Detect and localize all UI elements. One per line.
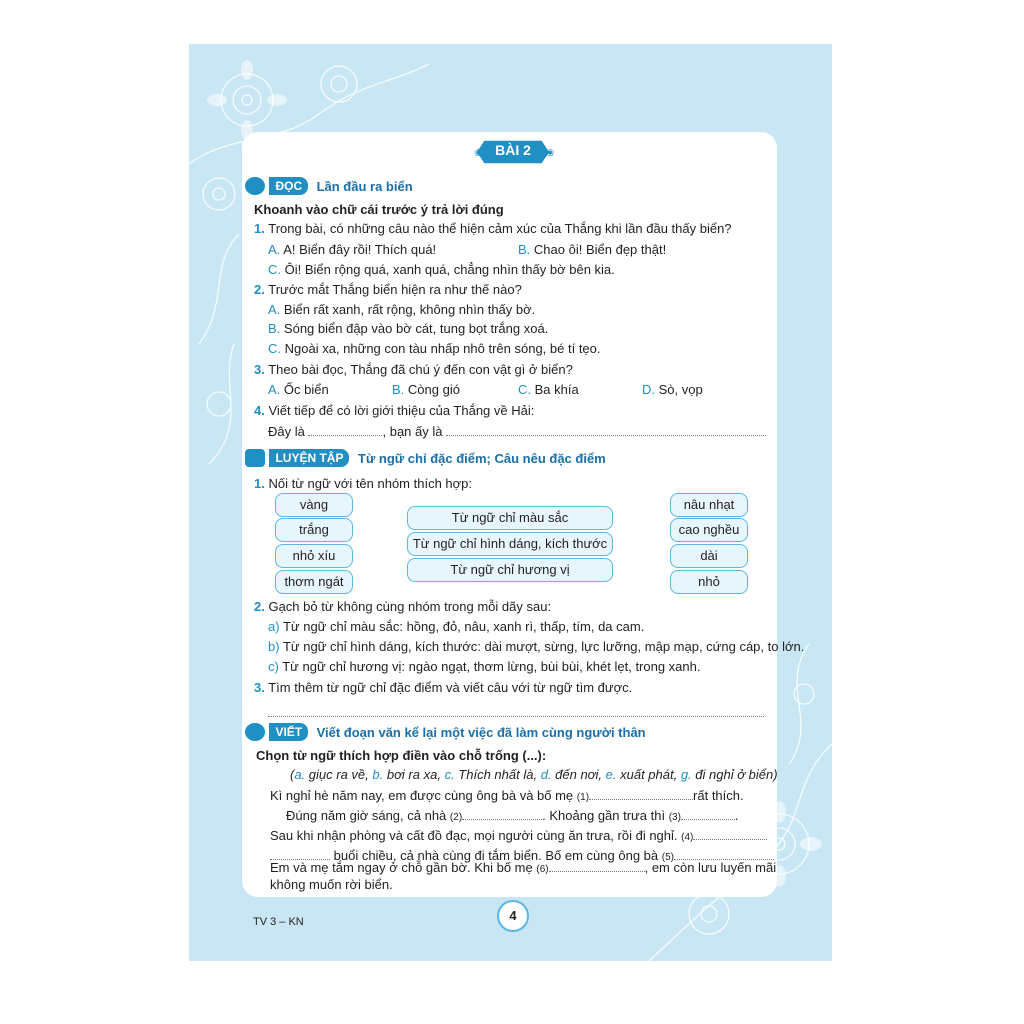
paragraph-line-5: Em và mẹ tắm ngay ở chỗ gần bờ. Khi bố mẹ (6) , em còn lưu luyến mãi (270, 860, 777, 875)
q3-question: 3. Theo bài đọc, Thắng đã chú ý đến con vật gì ở biển? (254, 362, 573, 377)
doc-instruction: Khoanh vào chữ cái trước ý trả lời đúng (254, 202, 504, 217)
right-word-box[interactable]: cao nghều (670, 518, 748, 542)
q1-text: Trong bài, có những câu nào thể hiện cảm xúc của Thắng khi lần đầu thấy biển? (268, 221, 732, 236)
p3-answer-blank[interactable] (268, 704, 764, 722)
blank-2[interactable] (462, 809, 542, 820)
blank-5[interactable] (674, 849, 774, 860)
paragraph-line-1: Kì nghỉ hè năm nay, em được cùng ông bà và bố mẹ (1) rất thích. (270, 788, 744, 803)
group-box[interactable]: Từ ngữ chỉ hương vị (407, 558, 613, 582)
write-instruction: Chọn từ ngữ thích hợp điền vào chỗ trống (...): (256, 748, 547, 763)
paragraph-line-6: không muốn rời biển. (270, 877, 393, 892)
p1-question: 1. Nối từ ngữ với tên nhóm thích hợp: (254, 476, 473, 491)
q2-question: 2. Trước mắt Thắng biển hiện ra như thế nào? (254, 282, 522, 297)
q4-blank-2[interactable] (446, 425, 766, 436)
q3-option-b[interactable]: B. Còng gió (392, 382, 460, 397)
right-word-box[interactable]: nâu nhạt (670, 493, 748, 517)
blank-6[interactable] (549, 861, 645, 872)
group-box[interactable]: Từ ngữ chỉ màu sắc (407, 506, 613, 530)
q3-option-a[interactable]: A. Ốc biển (268, 382, 329, 397)
practice-title: Từ ngữ chỉ đặc điểm; Câu nêu đặc điểm (357, 450, 606, 466)
right-word-box[interactable]: dài (670, 544, 748, 568)
pencil-note-icon (245, 449, 265, 467)
q1-option-b[interactable]: B. Chao ôi! Biển đẹp thật! (518, 242, 667, 257)
doc-title: Lần đầu ra biển (316, 178, 413, 194)
blank-4[interactable] (693, 829, 767, 840)
book-icon (245, 177, 265, 195)
write-label: VIẾT (269, 723, 308, 741)
p2-question: 2. Gạch bỏ từ không cùng nhóm trong mỗi dãy sau: (254, 599, 552, 614)
write-section-header (245, 723, 646, 741)
write-title: Viết đoạn văn kể lại một việc đã làm cùng người thân (316, 724, 646, 740)
q1-number: 1. (254, 221, 265, 236)
p3-question: 3. Tìm thêm từ ngữ chỉ đặc điểm và viết câu với từ ngữ tìm được. (254, 680, 633, 695)
word-choices: (a. giục ra về, b. bơi ra xa, c. Thích nhất là, d. đến nơi, e. xuất phát, g. đi nghỉ ở biển) (290, 767, 778, 782)
q2-option-c[interactable]: C. Ngoài xa, những con tàu nhấp nhô trên sóng, bé tí tẹo. (268, 341, 601, 356)
svg-text:❀: ❀ (474, 148, 483, 159)
doc-label: ĐỌC (269, 177, 308, 195)
left-word-box[interactable]: trắng (275, 518, 353, 542)
blank-4-continued[interactable] (270, 849, 330, 860)
q1-question (254, 221, 732, 236)
q4-answer-line: Đây là , bạn ấy là (268, 424, 766, 439)
q2-option-a[interactable]: A. Biển rất xanh, rất rộng, không nhìn thấy bờ. (268, 302, 536, 317)
p2-item-c: c) Từ ngữ chỉ hương vị: ngào ngạt, thơm lừng, bùi bùi, khét lẹt, trong xanh. (268, 659, 701, 674)
blank-3[interactable] (681, 809, 735, 820)
q3-option-c[interactable]: C. Ba khía (518, 382, 579, 397)
practice-label: LUYỆN TẬP (269, 449, 349, 467)
right-word-box[interactable]: nhỏ (670, 570, 748, 594)
paragraph-line-2: Đúng năm giờ sáng, cả nhà (2) . Khoảng gần trưa thì (3) . (286, 808, 739, 823)
paragraph-line-4: buổi chiều, cả nhà cùng đi tắm biển. Bố em cùng ông bà (5) (270, 848, 774, 863)
q1-option-a[interactable]: A. A! Biển đây rồi! Thích quá! (268, 242, 437, 257)
practice-section-header (245, 449, 606, 467)
blank-1[interactable] (589, 789, 693, 800)
q3-option-d[interactable]: D. Sò, vọp (642, 382, 703, 397)
doc-section-header (245, 177, 413, 195)
book-code: TV 3 – KN (253, 916, 304, 928)
q4-question: 4. Viết tiếp để có lời giới thiệu của Thắng về Hải: (254, 403, 535, 418)
page-number: 4 (497, 900, 529, 932)
left-word-box[interactable]: nhỏ xíu (275, 544, 353, 568)
p2-item-b: b) Từ ngữ chỉ hình dáng, kích thước: dài mượt, sừng, lực lưỡng, mập mạp, cứng cáp, to lớn. (268, 639, 805, 654)
q2-option-b[interactable]: B. Sóng biển đập vào bờ cát, tung bọt trắng xoá. (268, 321, 549, 336)
svg-text:❀: ❀ (546, 148, 555, 159)
lesson-title: BÀI 2 (495, 142, 531, 158)
group-box[interactable]: Từ ngữ chỉ hình dáng, kích thước (407, 532, 613, 556)
paragraph-line-3: Sau khi nhận phòng và cất đồ đạc, mọi người cùng ăn trưa, rồi đi nghỉ. (4) (270, 828, 767, 843)
left-word-box[interactable]: thơm ngát (275, 570, 353, 594)
left-word-box[interactable]: vàng (275, 493, 353, 517)
hand-writing-icon (245, 723, 265, 741)
q1-option-c[interactable]: C. Ôi! Biển rộng quá, xanh quá, chẳng nhìn thấy bờ bên kia. (268, 262, 615, 277)
p2-item-a: a) Từ ngữ chỉ màu sắc: hồng, đỏ, nâu, xanh rì, thấp, tím, da cam. (268, 619, 645, 634)
q4-blank-1[interactable] (308, 425, 382, 436)
